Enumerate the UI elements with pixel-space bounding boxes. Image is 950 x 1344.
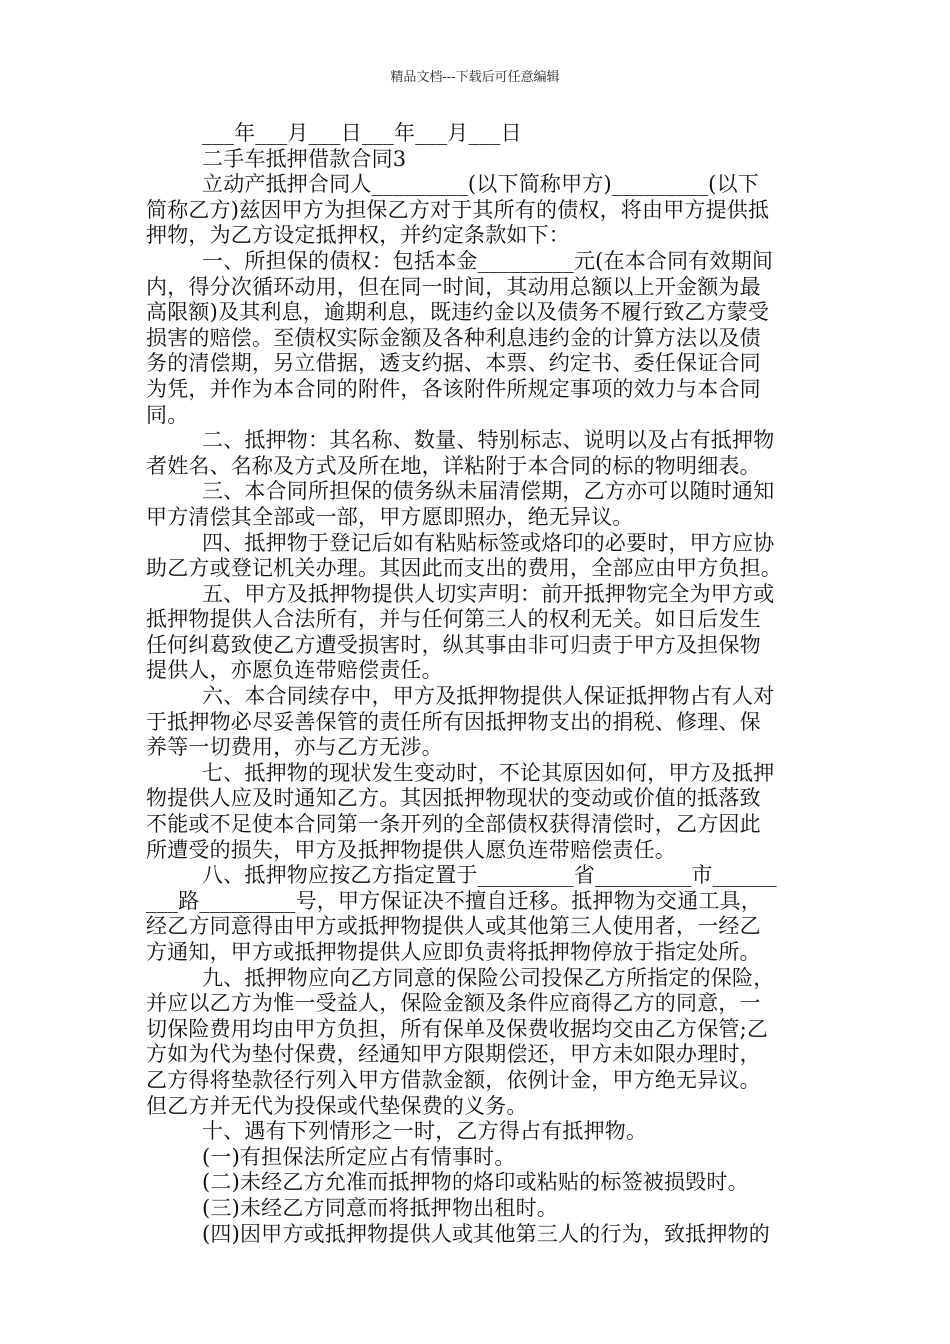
paragraph-line: 任何纠葛致使乙方遭受损害时，纵其事由非可归责于甲方及担保物: [146, 632, 761, 657]
document-title: [146, 147, 808, 173]
contract-body: [146, 121, 808, 1247]
contract-paragraph: [146, 249, 808, 428]
paragraph-line: 六、本合同续存中，甲方及抵押物提供人保证抵押物占有人对: [202, 684, 775, 709]
paragraph-line: 助乙方或登记机关办理。其因此而支出的费用，全部应由甲方负担。: [146, 556, 782, 581]
contract-paragraph: [146, 684, 808, 761]
paragraph-line: 但乙方并无代为投保或代垫保费的义务。: [146, 1093, 528, 1118]
paragraph-line: 提供人，亦愿负连带赔偿责任。: [146, 658, 443, 683]
contract-paragraph: [146, 428, 808, 479]
paragraph-line: 一、所担保的债权：包括本金_________元(在本合同有效期间: [202, 248, 774, 273]
paragraph-line: 物提供人应及时通知乙方。其因抵押物现状的变动或价值的抵落致: [146, 786, 761, 811]
paragraph-line: 高限额)及其利息，逾期利息，既违约金以及债务不履行致乙方蒙受: [146, 300, 770, 325]
contract-paragraph: [146, 531, 808, 582]
paragraph-line: 二、抵押物：其名称、数量、特别标志、说明以及占有抵押物: [202, 428, 775, 453]
paragraph-line: 内，得分次循环动用，但在同一时间，其动用总额以上开金额为最: [146, 274, 761, 299]
paragraph-line: 损害的赔偿。至债权实际金额及各种利息违约金的计算方法以及债: [146, 325, 761, 350]
page-header: 精品文档---下载后可任意编辑: [390, 70, 560, 85]
paragraph-line: 立动产抵押合同人_________(以下简称甲方)_________(以下: [202, 172, 759, 197]
paragraph-line: (三)未经乙方同意而将抵押物出租时。: [202, 1195, 558, 1220]
paragraph-line: 方如为代为垫付保费，经通知甲方限期偿还，甲方未如限办理时，: [146, 1042, 761, 1067]
paragraph-line: ___路_________号，甲方保证决不擅自迁移。抵押物为交通工具，: [146, 888, 762, 913]
paragraph-line: 务的清偿期，另立借据，透支约据、本票、约定书、委任保证合同: [146, 351, 761, 376]
paragraph-line: 为凭，并作为本合同的附件，各该附件所规定事项的效力与本合同: [146, 376, 761, 401]
contract-paragraph: [146, 1170, 808, 1196]
contract-paragraph: [146, 1196, 808, 1222]
paragraph-line: 十、遇有下列情形之一时，乙方得占有抵押物。: [202, 1119, 648, 1144]
paragraph-line: 经乙方同意得由甲方或抵押物提供人或其他第三人使用者，一经乙: [146, 914, 761, 939]
paragraph-line: 同。: [146, 402, 189, 427]
paragraph-line: 甲方清偿其全部或一部，甲方愿即照办，绝无异议。: [146, 504, 634, 529]
paragraph-line: 所遭受的损失，甲方及抵押物提供人愿负连带赔偿责任。: [146, 837, 676, 862]
paragraph-line: 七、抵押物的现状发生变动时，不论其原因如何，甲方及抵押: [202, 760, 775, 785]
paragraph-line: 于抵押物必尽妥善保管的责任所有因抵押物支出的捐税、修理、保: [146, 709, 761, 734]
paragraph-line: 切保险费用均由甲方负担，所有保单及保费收据均交由乙方保管;乙: [146, 1016, 769, 1041]
contract-paragraph: [146, 1145, 808, 1171]
paragraph-line: (四)因甲方或抵押物提供人或其他第三人的行为，致抵押物的: [202, 1221, 770, 1246]
date-line-text: ___年___月___日___年___月___日: [202, 121, 522, 145]
paragraph-line: 押物，为乙方设定抵押权，并约定条款如下：: [146, 223, 570, 248]
contract-paragraph: [146, 582, 808, 684]
paragraph-line: 五、甲方及抵押物提供人切实声明：前开抵押物完全为甲方或: [202, 581, 775, 606]
paragraph-line: 乙方得将垫款径行列入甲方借款金额，依例计金，甲方绝无异议。: [146, 1067, 761, 1092]
contract-paragraph: [146, 863, 808, 965]
paragraph-line: 养等一切费用，亦与乙方无涉。: [146, 735, 443, 760]
document-title-text: 二手车抵押借款合同3: [202, 146, 407, 171]
contract-paragraph: [146, 172, 808, 249]
paragraph-line: (二)未经乙方允准而抵押物的烙印或粘贴的标签被损毁时。: [202, 1170, 749, 1195]
contract-paragraph: [146, 1119, 808, 1145]
paragraph-line: 并应以乙方为惟一受益人，保险金额及条件应商得乙方的同意，一: [146, 991, 761, 1016]
paragraph-line: 简称乙方)兹因甲方为担保乙方对于其所有的债权，将由甲方提供抵: [146, 197, 770, 222]
date-line: [146, 121, 808, 147]
contract-paragraph: [146, 761, 808, 863]
paragraph-line: 三、本合同所担保的债务纵未届清偿期，乙方亦可以随时通知: [202, 479, 775, 504]
paragraph-line: 方通知，甲方或抵押物提供人应即负责将抵押物停放于指定处所。: [146, 940, 761, 964]
paragraph-line: (一)有担保法所定应占有情事时。: [202, 1144, 516, 1169]
paragraph-line: 九、抵押物应向乙方同意的保险公司投保乙方所指定的保险，: [202, 965, 775, 990]
paragraph-line: 者姓名、名称及方式及所在地，详粘附于本合同的标的物明细表。: [146, 453, 761, 478]
paragraph-line: 抵押物提供人合法所有，并与任何第三人的权利无关。如日后发生: [146, 607, 761, 632]
contract-paragraph: [146, 1222, 808, 1248]
paragraph-line: 四、抵押物于登记后如有粘贴标签或烙印的必要时，甲方应协: [202, 530, 775, 555]
contract-paragraph: [146, 479, 808, 530]
paragraph-line: 不能或不足使本合同第一条开列的全部债权获得清偿时，乙方因此: [146, 812, 761, 837]
paragraph-line: 八、抵押物应按乙方指定置于_________省_________市______: [202, 863, 777, 888]
contract-paragraph: [146, 966, 808, 1120]
